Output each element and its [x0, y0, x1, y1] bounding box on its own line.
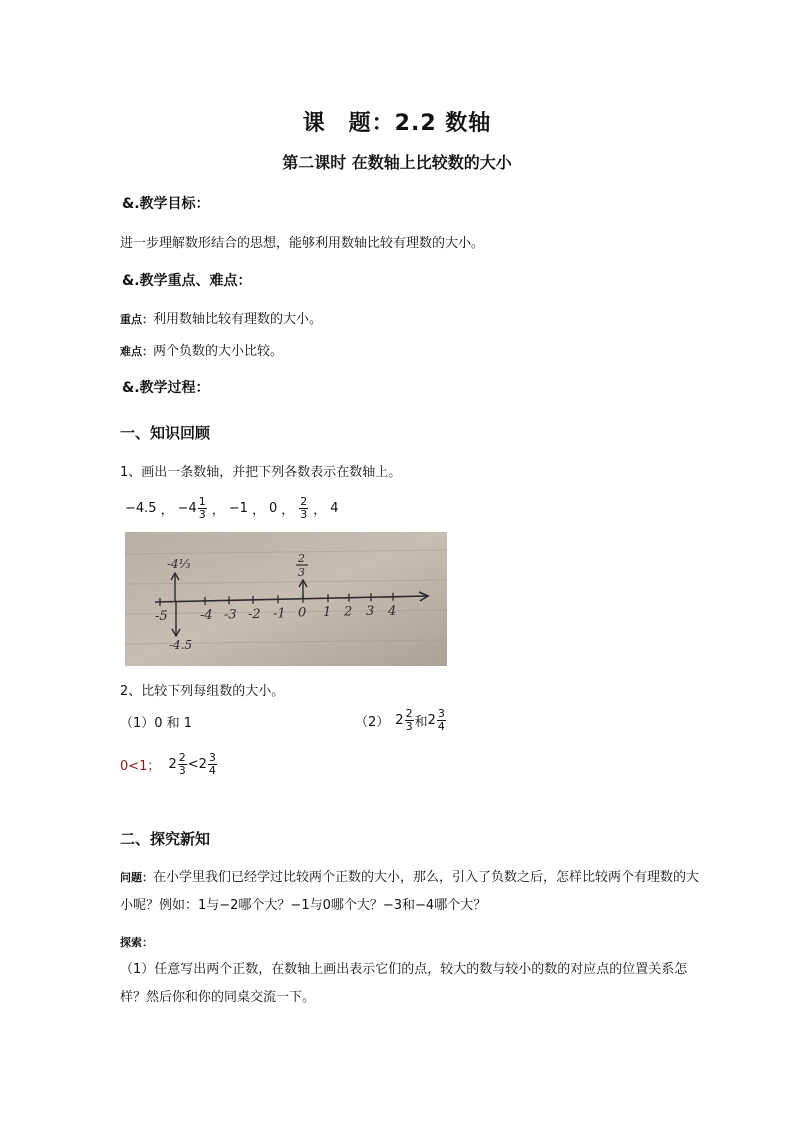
number-f: 4	[330, 500, 339, 516]
answer-a-int: 2	[168, 756, 177, 772]
goals-text: 进一步理解数形结合的思想，能够利用数轴比较有理数的大小。	[120, 236, 485, 251]
tick-label: -5	[155, 608, 168, 624]
difficult-point-line	[120, 340, 283, 359]
answer-a-numerator: 2	[178, 750, 186, 764]
mixed-a-fraction	[405, 708, 414, 733]
number-e-fraction	[299, 496, 308, 521]
separator: ，	[251, 502, 265, 518]
sub-question-2	[355, 702, 447, 738]
sub-question-2-and: 和	[414, 714, 428, 730]
mixed-a-numerator: 2	[405, 706, 413, 720]
separator: ，	[313, 502, 327, 518]
tick-label: 2	[344, 604, 353, 620]
mixed-a-int: 2	[395, 712, 404, 728]
number-b-fraction	[198, 496, 207, 521]
key-point-line	[120, 308, 322, 327]
number-line-photo	[125, 532, 447, 666]
answer-b-numerator: 3	[208, 750, 216, 764]
number-b-denominator: 3	[198, 507, 206, 521]
explore-label: 探索：	[120, 936, 153, 949]
key-point-label: 重点：	[120, 313, 153, 326]
answer-b-denominator: 4	[208, 763, 216, 777]
tick-label: -2	[248, 606, 261, 622]
label-minus-4-1-3: -4⅓	[167, 557, 191, 571]
section1-heading: 一、知识回顾	[120, 424, 211, 442]
number-list	[125, 488, 339, 528]
tick-label: -3	[224, 607, 237, 623]
question-2: 2、比较下列每组数的大小。	[120, 684, 285, 699]
label-2-3-denominator: 3	[298, 566, 305, 579]
difficult-point-text: 两个负数的大小比较。	[153, 344, 284, 359]
number-d: 0	[268, 500, 278, 516]
section2-heading: 二、探究新知	[120, 830, 211, 848]
number-c: −1	[228, 500, 248, 516]
number-b-int: −4	[177, 500, 197, 516]
key-point-text: 利用数轴比较有理数的大小。	[153, 312, 323, 327]
number-e-denominator: 3	[300, 507, 308, 521]
page-subtitle: 第二课时 在数轴上比较数的大小	[282, 153, 512, 172]
difficult-point-label: 难点：	[120, 345, 153, 358]
page-title: 课 题：2.2 数轴	[302, 111, 492, 136]
mixed-b-numerator: 3	[437, 706, 445, 720]
goals-heading: &.教学目标：	[122, 196, 210, 212]
explore-text: （1）任意写出两个正数，在数轴上画出表示它们的点，较大的数与较小的数的对应点的位置关系怎样？然后你和你的同桌交流一下。	[120, 962, 688, 1005]
sub-question-2-prefix: （2）	[355, 714, 390, 730]
mixed-b-fraction	[437, 708, 446, 733]
answer-less-than: <	[187, 756, 199, 772]
separator: ，	[211, 502, 225, 518]
question-text: 在小学里我们已经学过比较两个正数的大小，那么，引入了负数之后，怎样比较两个有理数的大小呢？例如：1与−2哪个大？−1与0哪个大？−3和−4哪个大？	[120, 870, 700, 913]
separator: ，	[160, 502, 174, 518]
answer-a-denominator: 3	[178, 763, 186, 777]
process-heading: &.教学过程：	[122, 380, 210, 396]
question-paragraph	[120, 864, 710, 920]
separator: ，	[281, 502, 295, 518]
mixed-b-denominator: 4	[437, 719, 445, 733]
sub-question-1: （1）0 和 1	[120, 716, 193, 731]
number-e-numerator: 2	[300, 494, 308, 508]
answer-b-fraction	[208, 752, 217, 777]
tick-label: 0	[298, 605, 307, 621]
label-2-3-numerator: 2	[298, 552, 305, 565]
answer-b-int: 2	[198, 756, 207, 772]
answer-prefix: 0<1；	[120, 758, 161, 774]
key-points-heading: &.教学重点、难点：	[122, 273, 252, 289]
number-b-numerator: 1	[198, 494, 206, 508]
tick-label: 3	[366, 604, 375, 620]
mixed-a-denominator: 3	[405, 719, 413, 733]
tick-label: -4	[200, 607, 213, 623]
tick-label: 4	[388, 603, 397, 619]
answer-line	[120, 746, 218, 782]
tick-label: 1	[323, 605, 332, 621]
mixed-b-int: 2	[427, 712, 436, 728]
answer-a-fraction	[178, 752, 187, 777]
question-1: 1、画出一条数轴，并把下列各数表示在数轴上。	[120, 465, 402, 480]
question-label: 问题：	[120, 871, 153, 884]
label-minus-4-5: -4.5	[169, 638, 193, 652]
number-a: −4.5	[125, 500, 157, 516]
tick-label: -1	[273, 606, 286, 622]
